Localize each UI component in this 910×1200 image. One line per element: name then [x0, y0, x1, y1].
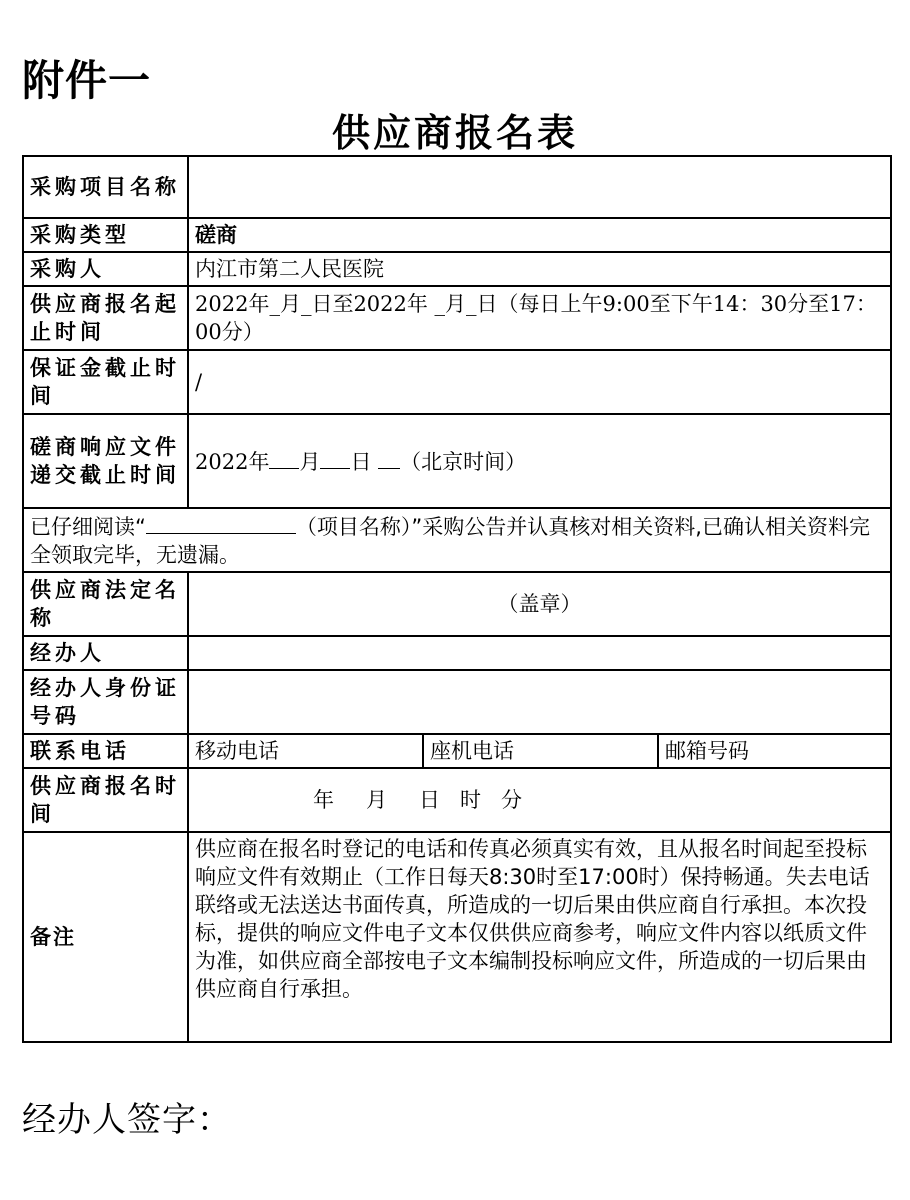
- submission-note: （北京时间）: [400, 450, 527, 474]
- deposit-deadline-value: /: [188, 350, 891, 414]
- row-declaration: [23, 508, 891, 572]
- row-deposit-deadline: [23, 350, 891, 414]
- handler-id-field[interactable]: [188, 670, 891, 734]
- signature-label: 经办人签字：: [22, 1100, 232, 1140]
- remarks-label: 备注: [23, 832, 188, 1042]
- seal-text: （盖章）: [497, 592, 582, 616]
- landline-phone-label: 座机电话: [430, 739, 514, 763]
- row-handler: [23, 636, 891, 670]
- declaration-text-after: （项目名称）”采购公告并认真核对相关资料,已确认相关资料完全领取完毕，无遗漏。: [30, 515, 870, 567]
- handler-label: 经办人: [23, 636, 188, 670]
- unit-hour: 时: [460, 788, 481, 812]
- purchaser-value: 内江市第二人民医院: [188, 252, 891, 286]
- declaration-project-name-blank[interactable]: [146, 511, 296, 534]
- registration-period-value: 2022年_月_日至2022年 _月_日（每日上午9:00至下午14：30分至17：00分）: [188, 286, 891, 350]
- registration-time-field[interactable]: [188, 768, 891, 832]
- row-purchase-type: [23, 218, 891, 252]
- email-label: 邮箱号码: [665, 739, 749, 763]
- unit-year: 年: [313, 788, 334, 812]
- purchaser-label: 采购人: [23, 252, 188, 286]
- registration-time-label: 供应商报名时间: [23, 768, 188, 832]
- supplier-name-field[interactable]: [188, 572, 891, 636]
- blank-month-field[interactable]: [269, 446, 299, 469]
- row-submission-deadline: [23, 414, 891, 508]
- blank-hour-field[interactable]: [378, 446, 400, 469]
- handler-id-label: 经办人身份证号码: [23, 670, 188, 734]
- blank-day-field[interactable]: [320, 446, 350, 469]
- contact-label: 联系电话: [23, 734, 188, 768]
- row-handler-id: [23, 670, 891, 734]
- row-remarks: [23, 832, 891, 1042]
- handler-field[interactable]: [188, 636, 891, 670]
- purchase-type-value: 磋商: [188, 218, 891, 252]
- unit-month: 月: [366, 788, 387, 812]
- purchase-type-label: 采购类型: [23, 218, 188, 252]
- declaration-text-before: 已仔细阅读“: [30, 515, 146, 539]
- supplier-name-label: 供应商法定名称: [23, 572, 188, 636]
- email-field[interactable]: [658, 734, 891, 768]
- form-title: 供应商报名表: [331, 111, 578, 155]
- landline-phone-field[interactable]: [423, 734, 658, 768]
- submission-day: 日: [350, 450, 372, 474]
- mobile-phone-field[interactable]: [188, 734, 423, 768]
- row-project-name: [23, 156, 891, 218]
- registration-period-label: 供应商报名起止时间: [23, 286, 188, 350]
- row-supplier-name: [23, 572, 891, 636]
- row-contact: [23, 734, 891, 768]
- mobile-phone-label: 移动电话: [195, 739, 279, 763]
- registration-form-table: [22, 155, 892, 1043]
- submission-deadline-label: 磋商响应文件递交截止时间: [23, 414, 188, 508]
- unit-minute: 分: [501, 788, 522, 812]
- row-registration-period: [23, 286, 891, 350]
- submission-month: 月: [299, 450, 321, 474]
- remarks-text: 供应商在报名时登记的电话和传真必须真实有效，且从报名时间起至投标响应文件有效期止（工作日每天8:30时至17:00时）保持畅通。失去电话联络或无法送达书面传真，所造成的一切后果由供应商自行承担。本次投标，提供的响应文件电子文本仅供供应商参考，响应文件内容以纸质文件为准，如供应商全部按电子文本编制投标响应文件，所造成的一切后果由供应商自行承担。: [188, 832, 891, 1042]
- attachment-label: 附件一: [22, 56, 152, 105]
- project-name-field[interactable]: [188, 156, 891, 218]
- row-registration-time: [23, 768, 891, 832]
- deposit-deadline-label: 保证金截止时间: [23, 350, 188, 414]
- row-purchaser: [23, 252, 891, 286]
- declaration-cell: [23, 508, 891, 572]
- submission-deadline-value: [188, 414, 891, 508]
- submission-year: 2022年: [195, 450, 270, 474]
- unit-day: 日: [419, 788, 440, 812]
- project-name-label: 采购项目名称: [23, 156, 188, 218]
